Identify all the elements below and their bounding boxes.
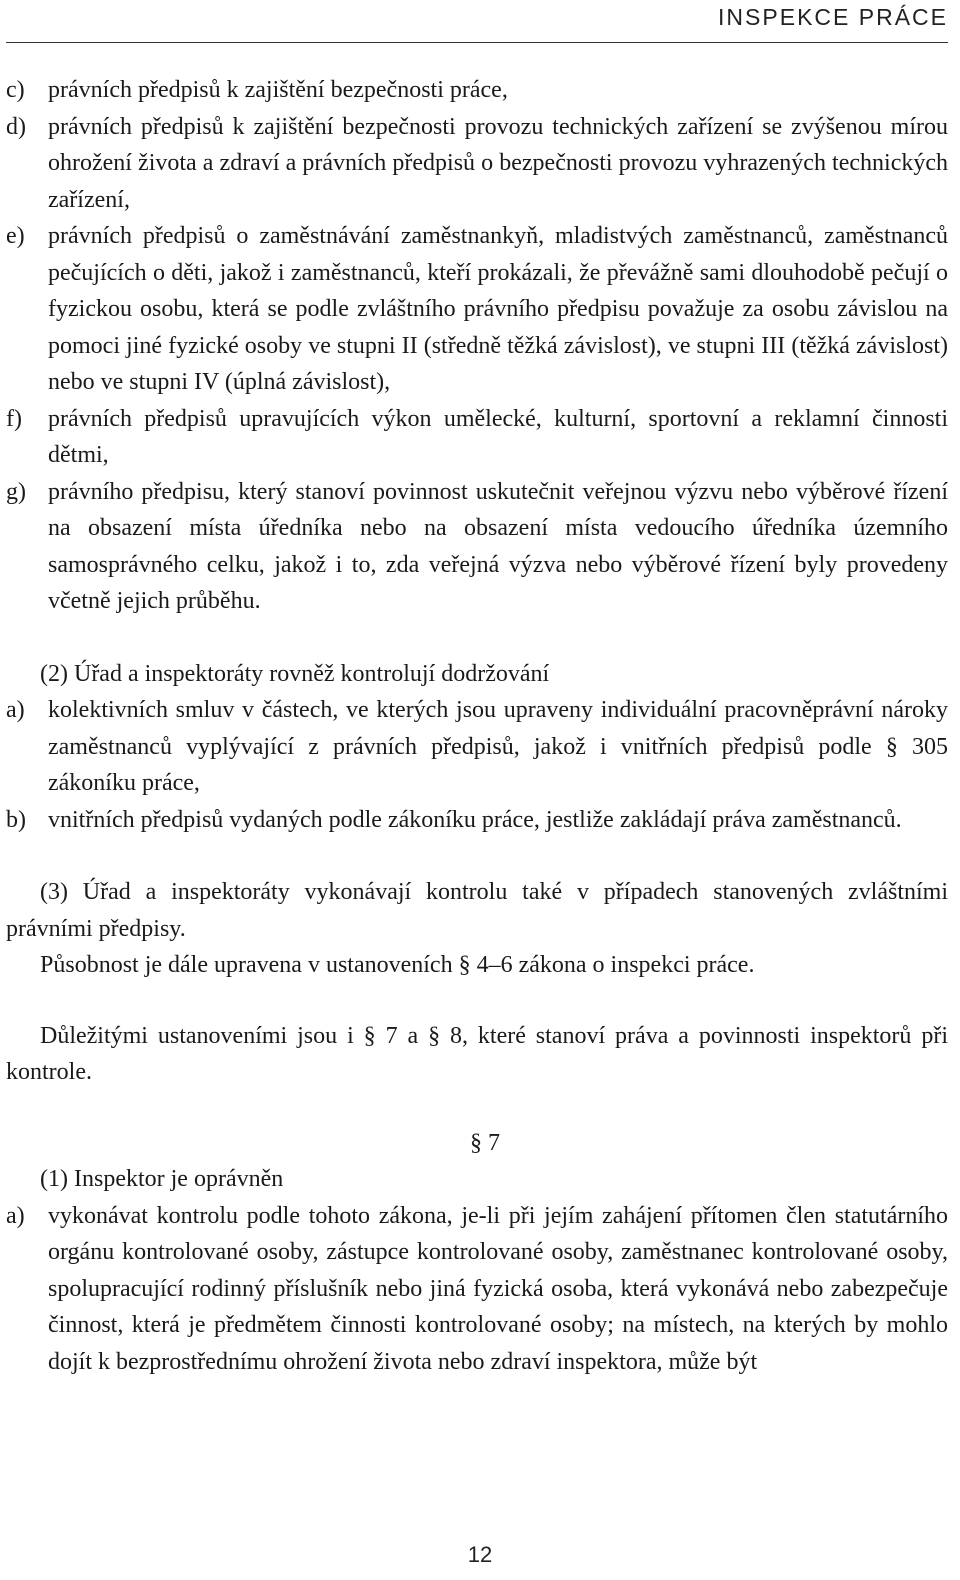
list-item-text: vnitřních předpisů vydaných podle zákoníku práce, jestliže zakládají práva zaměstnanců. [48, 806, 902, 833]
list-item-text: kolektivních smluv v částech, ve kterých jsou upraveny individuální pracovněprávní nároky zaměstnanců vyplývající z právních předpisů, jakož i vnitřních předpisů podle § 305 zákoníku práce, [48, 697, 948, 796]
list-item-label: g) [6, 478, 26, 505]
list-item-label: d) [6, 113, 26, 140]
section-heading: § 7 [470, 1129, 500, 1156]
list-item-text: právních předpisů o zaměstnávání zaměstnankyň, mladistvých zaměstnanců, zaměstnanců pečujících o děti, jakož i zaměstnanců, kteří prokázali, že převážně sami dlouhodobě pečují o fyzickou osobu, která se podle zvláštního právního předpisu považuje za osobu závislou na pomoci jiné fyzické osoby ve stupni II (středně těžká závislost), ve stupni III (těžká závislost) nebo ve stupni IV (úplná závislost), [48, 223, 948, 395]
running-header-title: INSPEKCE PRÁCE [718, 4, 948, 30]
list-item-a [6, 1198, 948, 1381]
list-item-text: právních předpisů k zajištění bezpečnosti provozu technických zařízení se zvýšenou mírou ohrožení života a zdraví a právních předpisů o bezpečnosti provozu vyhrazených technických zařízení, [48, 113, 948, 213]
list-item-g [6, 474, 948, 620]
list-item-label: c) [6, 77, 25, 103]
list-item-label: b) [6, 806, 26, 833]
list-item-c [6, 72, 948, 109]
list-item-text: právních předpisů upravujících výkon umělecké, kulturní, sportovní a reklamní činnosti dětmi, [48, 405, 948, 468]
list-paragraph-2 [6, 692, 948, 838]
list-item-b [6, 802, 948, 839]
list-item-f [6, 401, 948, 474]
list-paragraph-6 [6, 1198, 948, 1381]
paragraph-3: (3) Úřad a inspektoráty vykonávají kontrolu také v případech stanovených zvláštními právními předpisy. [6, 879, 948, 942]
paragraph-5: Důležitými ustanoveními jsou i § 7 a § 8, které stanoví práva a povinnosti inspektorů při kontrole. [6, 1022, 948, 1085]
page-header [0, 0, 960, 46]
document-body [6, 72, 948, 1380]
paragraph-2-intro: (2) Úřad a inspektoráty rovněž kontrolují dodržování [40, 660, 550, 687]
list-item-text: právního předpisu, který stanoví povinnost uskutečnit veřejnou výzvu nebo výběrové řízení na obsazení místa úředníka nebo na obsazení místa vedoucího úředníka územního samosprávného celku, jakož i to, zda veřejná výzva nebo výběrové řízení byly provedeny včetně jejich průběhu. [48, 478, 948, 614]
list-item-text: vykonávat kontrolu podle tohoto zákona, je-li při jejím zahájení přítomen člen statutárního orgánu kontrolované osoby, zástupce kontrolované osoby, zaměstnanec kontrolované osoby, spolupracující rodinný příslušník nebo jiná fyzická osoba, která vykonává nebo zabezpečuje činnost, která je předmětem činnosti kontrolované osoby; na místech, na kterých by mohlo dojít k bezprostřednímu ohrožení života nebo zdraví inspektora, může být [48, 1202, 948, 1375]
list-item-label: f) [6, 405, 22, 432]
header-rule [6, 42, 948, 43]
paragraph-4: Působnost je dále upravena v ustanoveních § 4–6 zákona o inspekci práce. [40, 952, 755, 978]
list-item-label: e) [6, 223, 25, 249]
page-number: 12 [467, 1542, 493, 1567]
list-item-d [6, 109, 948, 219]
list-item-a [6, 692, 948, 802]
list-item-label: a) [6, 1202, 25, 1229]
list-item-e [6, 218, 948, 401]
list-item-text: právních předpisů k zajištění bezpečnosti práce, [48, 77, 508, 103]
list-paragraph-1 [6, 72, 948, 620]
paragraph-6-intro: (1) Inspektor je oprávněn [40, 1166, 284, 1192]
list-item-label: a) [6, 697, 25, 723]
